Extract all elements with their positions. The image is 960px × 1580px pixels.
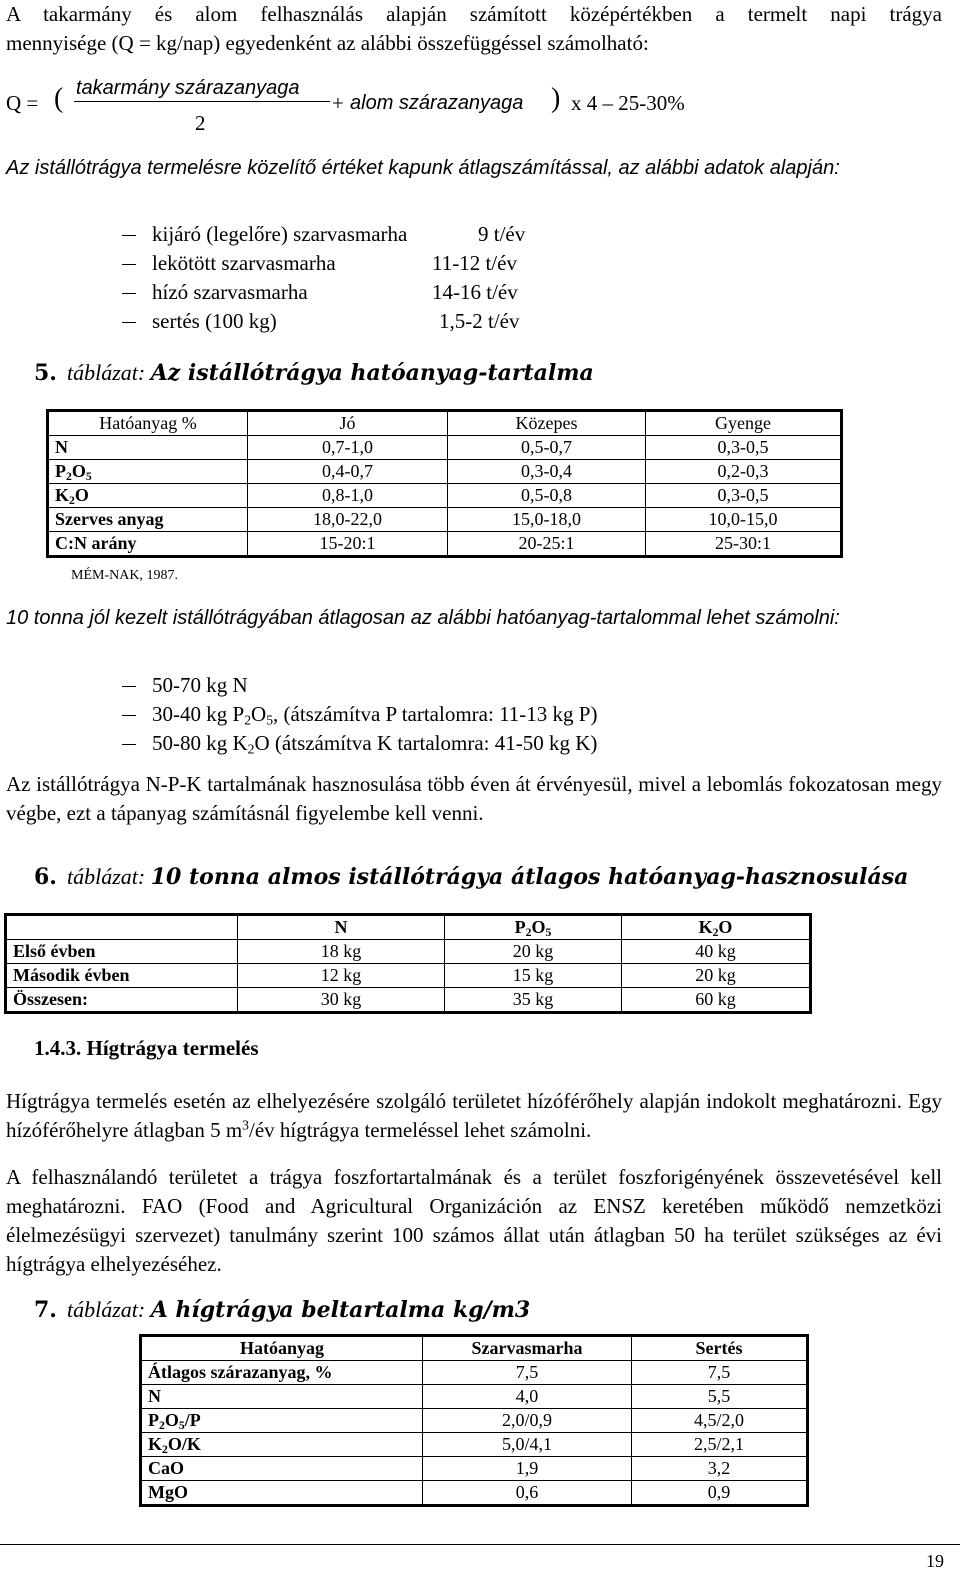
table-row — [141, 1457, 808, 1481]
intro-line-2: mennyisége (Q = kg/nap) egyedenként az alábbi összefüggéssel számolható: — [6, 31, 649, 55]
table-cell: 20 kg — [445, 940, 622, 964]
table-header-cell: Szarvasmarha — [423, 1336, 632, 1361]
table-header-cell: $K_2O$ — [622, 915, 811, 940]
table-source: MÉM-NAK, 1987. — [71, 568, 178, 583]
table-cell: 1,9 — [423, 1457, 632, 1481]
list-item-label: lekötött szarvasmarha — [152, 251, 336, 275]
table-row — [6, 988, 811, 1013]
table-header-cell: $P_2O_5$ — [445, 915, 622, 940]
caption-number: 7. — [34, 1297, 57, 1323]
table-cell: 0,4-0,7 — [248, 460, 448, 484]
list-item-text: 30-40 kg $P_2O_5$, (átszámítva P tartalomra: 11-13 kg P) — [152, 702, 598, 728]
table-row — [6, 964, 811, 988]
formula-numerator: takarmány szárazanyaga — [76, 77, 300, 99]
table-header-cell: Hatóanyag % — [48, 411, 248, 436]
table-cell: 0,7-1,0 — [248, 436, 448, 460]
table-cell: 5,5 — [632, 1385, 808, 1409]
caption-title: A hígtrágya beltartalma kg/m3 — [150, 1297, 531, 1323]
table-cell: 25-30:1 — [646, 532, 842, 557]
table-cell: 4,0 — [423, 1385, 632, 1409]
table-header-cell: Hatóanyag — [141, 1336, 423, 1361]
section-heading: 1.4.3. Hígtrágya termelés — [34, 1036, 259, 1060]
row-label: Átlagos szárazanyag, % — [141, 1361, 423, 1385]
formula-lhs: Q = — [6, 91, 39, 115]
list-item-text: 50-70 kg N — [152, 673, 248, 697]
table-row — [141, 1385, 808, 1409]
table-header-cell: Sertés — [632, 1336, 808, 1361]
table-cell: 35 kg — [445, 988, 622, 1013]
formula-tail: x 4 – 25-30% — [571, 91, 685, 115]
table-cell: 0,2-0,3 — [646, 460, 842, 484]
row-label: $K_2O$ — [48, 484, 248, 508]
table-cell: 0,3-0,5 — [646, 436, 842, 460]
row-label: N — [141, 1385, 423, 1409]
table-cell: 15-20:1 — [248, 532, 448, 557]
list-item-value: 1,5-2 t/év — [439, 309, 520, 333]
intro-line-1: A takarmány és alom felhasználás alapján számított középértékben a termelt napi trágya — [6, 2, 942, 26]
caption-word: táblázat: — [66, 864, 146, 889]
formula-term: alom szárazanyaga — [350, 92, 524, 114]
list-item-label: sertés (100 kg) — [152, 309, 277, 333]
row-label: Első évben — [6, 940, 238, 964]
caption-number: 6. — [34, 864, 57, 890]
table-header-cell: Közepes — [448, 411, 646, 436]
list-item-text: 50-80 kg $K_2O$ (átszámítva K tartalomra: 41-50 kg K) — [152, 731, 598, 757]
table-7 — [139, 1334, 809, 1507]
table-cell: 10,0-15,0 — [646, 508, 842, 532]
table-row — [6, 940, 811, 964]
table-cell: 18 kg — [238, 940, 445, 964]
table-6-caption — [34, 862, 908, 892]
table-cell: 15 kg — [445, 964, 622, 988]
formula-open-paren: ( — [54, 83, 64, 114]
row-label: $P_2O_5/P$ — [141, 1409, 423, 1433]
table-cell: 15,0-18,0 — [448, 508, 646, 532]
table-cell: 0,8-1,0 — [248, 484, 448, 508]
paragraph-fao: A felhasználandó területet a trágya foszfortartalmának és a terület foszforigényének összevetésével kell meghatározni. FAO (Food and Agricultural Organizáción az ENSZ keretében működő nemzetközi élelmezésügyi szervezet) tanulmány szerint 100 számos állat után átlagban 50 ha terület szükséges az évi hígtrágya elhelyezéséhez. — [6, 1165, 942, 1276]
table-cell: 20 kg — [622, 964, 811, 988]
row-label: Összesen: — [6, 988, 238, 1013]
table-6 — [4, 913, 812, 1014]
table-cell: 2,0/0,9 — [423, 1409, 632, 1433]
table-row — [141, 1481, 808, 1506]
table-row — [141, 1409, 808, 1433]
formula-denominator: 2 — [195, 111, 206, 135]
table-cell: 2,5/2,1 — [632, 1433, 808, 1457]
table-cell: 0,5-0,8 — [448, 484, 646, 508]
sentence-production: Az istállótrágya termelésre közelítő értéket kapunk átlagszámítással, az alábbi adatok alapján: — [6, 157, 840, 179]
table-header-row — [6, 915, 811, 940]
paragraph-npk: Az istállótrágya N-P-K tartalmának hasznosulása több éven át érvényesül, mivel a lebomlás fokozatosan megy végbe, ezt a tápanyag számításnál figyelembe kell venni. — [6, 772, 942, 825]
table-cell: 18,0-22,0 — [248, 508, 448, 532]
table-row — [48, 508, 842, 532]
caption-title: Az istállótrágya hatóanyag-tartalma — [150, 360, 594, 386]
table-row — [48, 484, 842, 508]
footer-rule — [0, 1544, 960, 1545]
table-cell: 7,5 — [423, 1361, 632, 1385]
table-row — [141, 1361, 808, 1385]
row-label: CaO — [141, 1457, 423, 1481]
table-row — [48, 532, 842, 557]
table-cell: 0,9 — [632, 1481, 808, 1506]
table-header-cell: Jó — [248, 411, 448, 436]
table-row — [48, 460, 842, 484]
table-header-cell: N — [238, 915, 445, 940]
caption-number: 5. — [34, 360, 57, 386]
table-header-cell: Gyenge — [646, 411, 842, 436]
caption-word: táblázat: — [66, 1297, 146, 1322]
row-label: C:N arány — [48, 532, 248, 557]
list-item-value: 14-16 t/év — [432, 280, 518, 304]
table-cell: 20-25:1 — [448, 532, 646, 557]
table-cell: 0,3-0,4 — [448, 460, 646, 484]
table-5 — [46, 409, 843, 558]
row-label: Második évben — [6, 964, 238, 988]
table-cell: 3,2 — [632, 1457, 808, 1481]
table-cell: 4,5/2,0 — [632, 1409, 808, 1433]
sentence-nutrients: 10 tonna jól kezelt istállótrágyában átlagosan az alábbi hatóanyag-tartalommal lehet számolni: — [6, 607, 840, 629]
row-label: $K_2O/K$ — [141, 1433, 423, 1457]
list-item-label: kijáró (legelőre) szarvasmarha — [152, 222, 408, 246]
table-7-caption — [34, 1295, 530, 1325]
table-header-row — [48, 411, 842, 436]
fraction-bar — [74, 101, 330, 102]
table-corner-cell — [6, 915, 238, 940]
table-cell: 0,3-0,5 — [646, 484, 842, 508]
list-item-value: 9 t/év — [478, 222, 526, 246]
list-item-label: hízó szarvasmarha — [152, 280, 308, 304]
row-label: $P_2O_5$ — [48, 460, 248, 484]
paragraph-higtragya: Hígtrágya termelés esetén az elhelyezésére szolgáló területet hízóférőhely alapján indokolt meghatározni. Egy hízóférőhelyre átlagban 5 $m^3/év$ hígtrágya termeléssel lehet számolni. — [6, 1089, 942, 1142]
page-number: 19 — [926, 1551, 944, 1571]
table-row — [141, 1433, 808, 1457]
table-cell: 30 kg — [238, 988, 445, 1013]
caption-word: táblázat: — [66, 360, 146, 385]
caption-title: 10 tonna almos istállótrágya átlagos hatóanyag-hasznosulása — [150, 864, 909, 890]
row-label: Szerves anyag — [48, 508, 248, 532]
row-label: N — [48, 436, 248, 460]
table-header-row — [141, 1336, 808, 1361]
table-cell: 7,5 — [632, 1361, 808, 1385]
list-item-value: 11-12 t/év — [432, 251, 517, 275]
table-cell: 5,0/4,1 — [423, 1433, 632, 1457]
row-label: MgO — [141, 1481, 423, 1506]
table-cell: 12 kg — [238, 964, 445, 988]
table-5-caption — [34, 358, 594, 388]
table-cell: 40 kg — [622, 940, 811, 964]
table-cell: 60 kg — [622, 988, 811, 1013]
table-cell: 0,6 — [423, 1481, 632, 1506]
formula-close-paren: ) — [551, 83, 561, 114]
table-cell: 0,5-0,7 — [448, 436, 646, 460]
formula-plus: + — [332, 91, 344, 115]
table-row — [48, 436, 842, 460]
